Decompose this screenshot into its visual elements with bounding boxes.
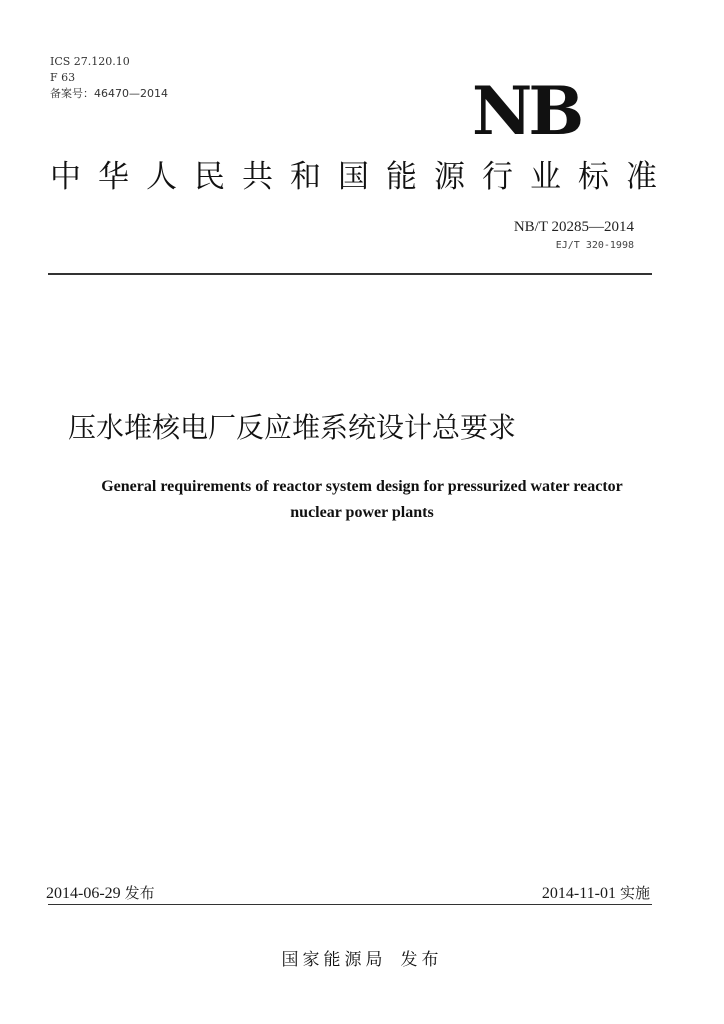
classification-block [50, 54, 168, 102]
standard-category-title: 中华人民共和国能源行业标准 [50, 159, 674, 195]
publisher-action: 发布 [400, 950, 443, 970]
implementation-date-block [542, 883, 650, 904]
english-title-line-2: nuclear power plants [290, 504, 434, 521]
filing-number: 备案号：46470—2014 [50, 87, 168, 100]
ccs-code: F 63 [50, 71, 76, 84]
publisher-name: 国家能源局 [281, 950, 387, 970]
english-title-line-1: General requirements of reactor system design for pressurized water reactor [101, 478, 623, 495]
issue-label: 发布 [124, 884, 155, 902]
replaced-standard-number: EJ/T 320-1998 [555, 240, 634, 251]
standard-number: NB/T 20285—2014 [513, 219, 634, 235]
header-divider [48, 273, 652, 275]
nb-logo: NB [472, 72, 581, 150]
ics-code: ICS 27.120.10 [50, 55, 130, 68]
implementation-label: 实施 [619, 884, 650, 902]
issue-date-block [46, 883, 155, 904]
document-title-english [20, 474, 704, 526]
issue-date: 2014-06-29 [46, 885, 121, 902]
implementation-date: 2014-11-01 [541, 885, 616, 902]
publisher-line [0, 948, 724, 972]
footer-divider [48, 904, 652, 905]
document-title-chinese: 压水堆核电厂反应堆系统设计总要求 [68, 411, 517, 444]
